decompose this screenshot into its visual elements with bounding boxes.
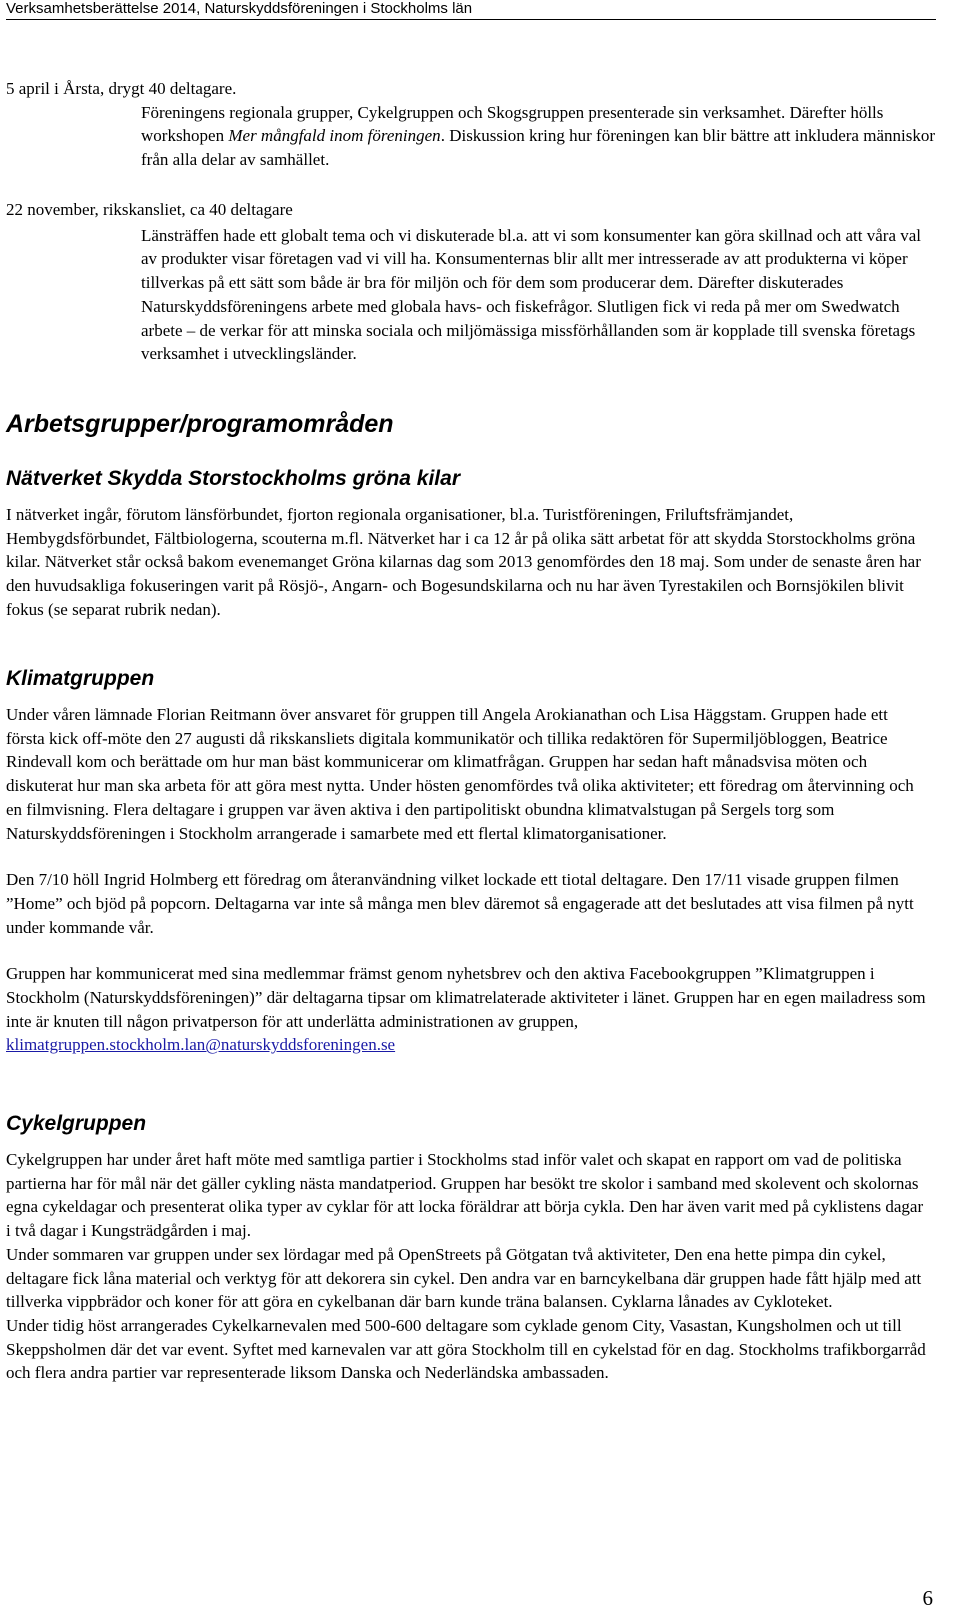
- klimat-p1: Under våren lämnade Florian Reitmann över ansvaret för gruppen till Angela Arokianathan och Lisa Häggstam. Gruppen hade ett första kick off-möte den 27 augusti då rikskansliets digitala kommunikatör och tillika redaktören för Supermiljöbloggen, Beatrice Rindevall kom och berättade om hur man bäst kommunicerar om klimatfrågan. Gruppen har sedan haft månadsvisa möten och diskuterat hur man ska arbeta för att göra mest nytta. Under hösten genomfördes två olika aktiviteter; ett föredrag om återvinning och en filmvisning. Flera deltagare i gruppen var även aktiva i den partipolitiskt obundna klimatvalstugan på Sergels torg som Naturskyddsföreningen i Stockholm arrangerade i samarbete med ett flertal klimatorganisationer.: [6, 705, 914, 843]
- event-november-text: Länsträffen hade ett globalt tema och vi diskuterade bl.a. att vi som konsumenter kan göra skillnad och att våra val av produkter visar företagen vad vi vill ha. Konsumenternas blir allt mer intresserade av att produkterna vi köper tillverkas på ett sätt som både är bra för miljön och för dem som producerar dem. Därefter diskuterades Naturskyddsföreningens arbete med globala havs- och fiskefrågor. Slutligen fick vi reda på mer om Swedwatch arbete – de verkar för att minska sociala och miljömässiga missförhållanden som är kopplade till svenska företags verksamhet i utvecklingsländer.: [141, 225, 922, 364]
- section-heading: Arbetsgrupper/programområden: [6, 410, 394, 438]
- cykel-heading: Cykelgruppen: [6, 1112, 147, 1135]
- event-april: [6, 77, 936, 172]
- cykel-text: [6, 1148, 931, 1385]
- cykel-p1: Cykelgruppen har under året haft möte med samtliga partier i Stockholms stad inför valet och skapat en rapport om vad de politiska partierna har för mål när det gäller cykling nästa mandatperiod. Gruppen har besökt tre skolor i samband med skolevent och skolornas egna cykeldagar och presenterat olika typer av cyklar för att locka föräldrar att börja cykla. Den har även varit med på cyklistens dagar i två dagar i Kungsträdgården i maj.: [6, 1150, 924, 1241]
- event-november-date: 22 november, rikskansliet, ca 40 deltagare: [6, 200, 293, 219]
- klimat-heading: Klimatgruppen: [6, 667, 155, 690]
- page-header: [6, 0, 936, 20]
- klimat-p3: Gruppen har kommunicerat med sina medlemmar främst genom nyhetsbrev och den aktiva Facebookgruppen ”Klimatgruppen i Stockholm (Naturskyddsföreningen)” där deltagarna tipsar om klimatrelaterade aktiviteter i länet. Gruppen har en egen mailadress som inte är knuten till någon privatperson för att underlätta administrationen av gruppen, klimatgruppen.stockholm.lan@naturskyddsforeningen.se: [6, 964, 926, 1055]
- workshop-title: Mer mångfald inom föreningen: [228, 126, 441, 146]
- klimat-text: [6, 703, 926, 1057]
- natverket-heading: Nätverket Skydda Storstockholms gröna kilar: [6, 467, 460, 490]
- event-november: [6, 198, 936, 366]
- header-title: Verksamhetsberättelse 2014, Naturskyddsföreningen i Stockholms län: [6, 0, 473, 17]
- natverket-text: I nätverket ingår, förutom länsförbundet, fjorton regionala organisationer, bl.a. Turistföreningen, Friluftsfrämjandet, Hembygdsförbundet, Fältbiologerna, scouterna m.fl. Nätverket har i ca 12 år på olika sätt arbetat för att skydda Storstockholms gröna kilar. Nätverket står också bakom evenemanget Gröna kilarnas dag som 2013 genomfördes den 18 maj. Som under de senaste åren har den huvudsakliga fokuseringen varit på Rösjö-, Angarn- och Bogesundskilarna och nu har även Tyrestakilen och Bornsjökilen blivit fokus (se separat rubrik nedan).: [6, 505, 921, 619]
- event-april-text: Föreningens regionala grupper, Cykelgruppen och Skogsgruppen presenterade sin verksamhet. Därefter hölls workshopen Mer mångfald inom föreningen. Diskussion kring hur föreningen kan blir bättre att inkludera människor från alla delar av samhället.: [141, 102, 935, 170]
- klimat-p2: Den 7/10 höll Ingrid Holmberg ett föredrag om återanvändning vilket lockade ett tiotal deltagare. Den 17/11 visade gruppen filmen ”Home” och bjöd på popcorn. Deltagarna var inte så många men blev däremot så engagerade att det beslutades att visa filmen på nytt under kommande vår.: [6, 870, 914, 937]
- page-number: 6: [922, 1586, 933, 1610]
- cykel-p2: Under sommaren var gruppen under sex lördagar med på OpenStreets på Götgatan två aktiviteter, Den ena hette pimpa din cykel, deltagare fick låna material och verktyg för att dekorera sin cykel. Den andra var en barncykelbana där gruppen hade fått hjälp med att tillverka vippbrädor och koner för att göra en cykelbanan där barn kunde träna balansen. Cyklarna lånades av Cykloteket.: [6, 1244, 922, 1312]
- cykel-p3: Under tidig höst arrangerades Cykelkarnevalen med 500-600 deltagare som cyklade genom City, Vasastan, Kungsholmen och ut till Skeppsholmen där det var event. Syftet med karnevalen var att göra Stockholm till en cykelstad för en dag. Stockholms trafikborgarråd och flera andra partier var representerade liksom Danska och Nederländska ambassaden.: [6, 1315, 926, 1383]
- klimat-email-link[interactable]: klimatgruppen.stockholm.lan@naturskyddsforeningen.se: [6, 1035, 396, 1055]
- event-april-date: 5 april i Årsta, drygt 40 deltagare.: [6, 79, 237, 98]
